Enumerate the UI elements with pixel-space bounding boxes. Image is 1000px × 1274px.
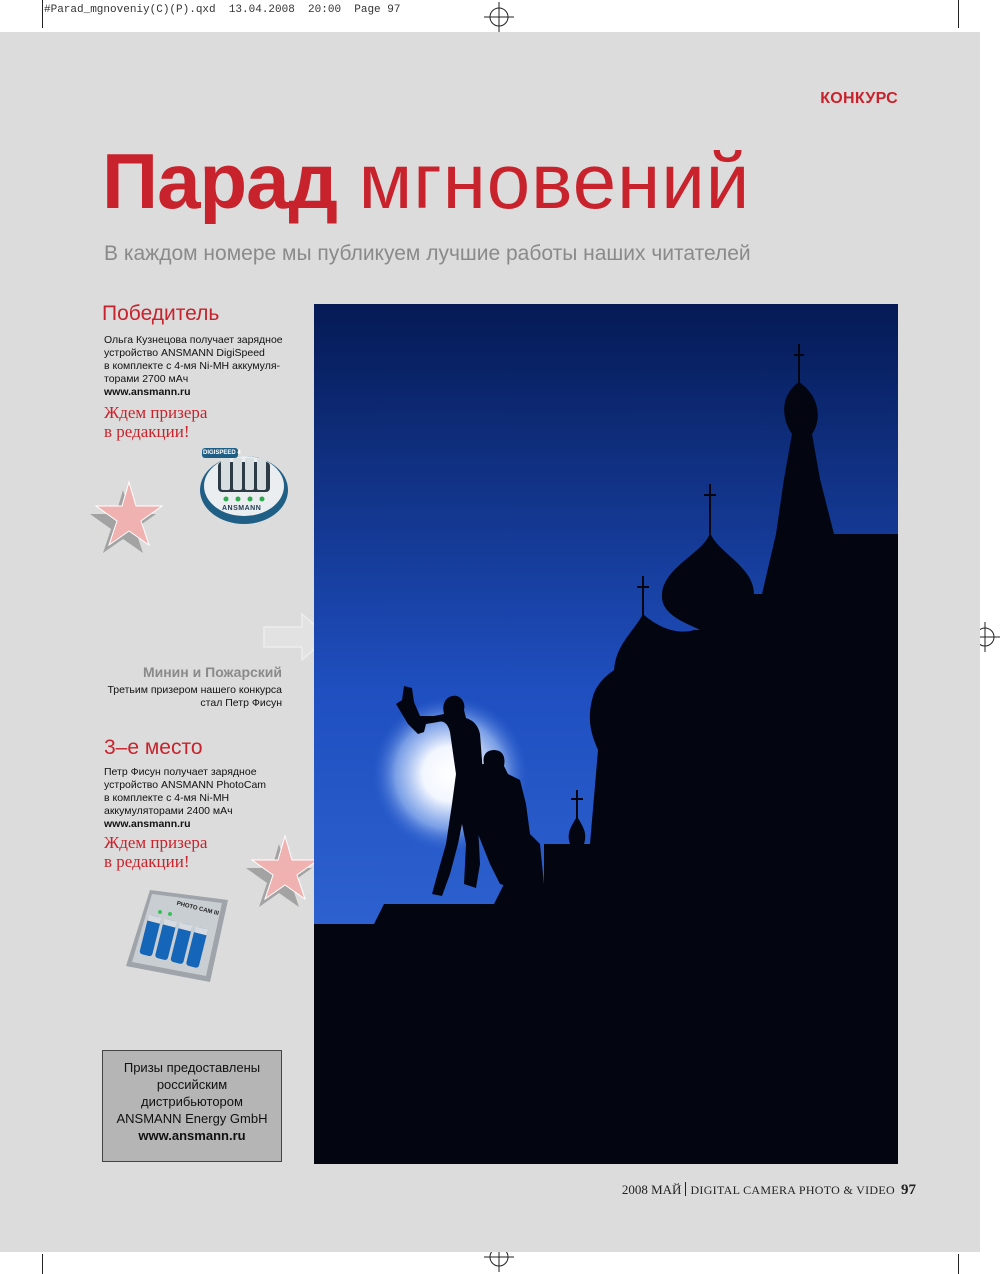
digispeed-label: DIGISPEED 4 — [203, 450, 241, 456]
photo-scene — [314, 304, 898, 1164]
page-number: 97 — [901, 1182, 916, 1198]
photo-caption-title: Минин и Пожарский — [142, 664, 282, 680]
winner-link[interactable]: www.ansmann.ru — [104, 386, 191, 398]
third-place-call: Ждем призера в редакции! — [104, 833, 208, 871]
footer-issue: 2008 МАЙ — [621, 1182, 682, 1197]
title-bold: Парад — [102, 137, 337, 225]
winner-call: Ждем призера в редакции! — [104, 403, 208, 441]
digispeed-charger-image — [196, 444, 292, 528]
title-light: мгновений — [358, 137, 751, 225]
ansmann-label: ANSMANN — [222, 505, 262, 512]
registration-mark-icon — [484, 2, 514, 32]
section-label: КОНКУРС — [820, 90, 898, 107]
sponsor-box: Призы предоставлены российским дистрибьютором ANSMANN Energy GmbH www.ansmann.ru — [102, 1050, 282, 1162]
crop-mark — [42, 1254, 43, 1274]
photo-caption-text: Третьим призером нашего конкурса стал Петр Фисун — [107, 684, 282, 709]
third-place-link[interactable]: www.ansmann.ru — [104, 818, 191, 830]
winner-heading: Победитель — [102, 302, 220, 325]
footer-magazine: DIGITAL CAMERA PHOTO & VIDEO — [690, 1183, 895, 1197]
third-place-heading: 3–е место — [104, 736, 203, 759]
footer-separator — [685, 1182, 686, 1196]
sponsor-link[interactable]: www.ansmann.ru — [138, 1128, 246, 1143]
crop-mark — [42, 0, 43, 28]
page-subtitle: В каждом номере мы публикуем лучшие работы наших читателей — [104, 242, 751, 265]
winner-text: Ольга Кузнецова получает зарядное устройство ANSMANN DigiSpeed в комплекте с 4-мя Ni-MH аккумуля- торами 2700 мАч www.ansmann.ru — [104, 334, 283, 398]
photocam-charger-image — [120, 886, 232, 986]
page-footer — [622, 1182, 916, 1199]
crop-mark — [958, 1254, 959, 1274]
crop-mark — [958, 0, 959, 28]
slug-line: #Parad_mgnoveniy(C)(P).qxd 13.04.2008 20:00 Page 97 — [44, 4, 401, 16]
photocam-label: PHOTO CAM III — [175, 900, 220, 918]
star-icon — [76, 478, 180, 562]
contest-photo — [314, 304, 898, 1164]
third-place-text: Петр Фисун получает зарядное устройство ANSMANN PhotoCam в комплекте с 4-мя Ni-MH аккумуляторами 2400 мАч www.ansmann.ru — [104, 766, 267, 830]
page-title — [102, 136, 750, 226]
